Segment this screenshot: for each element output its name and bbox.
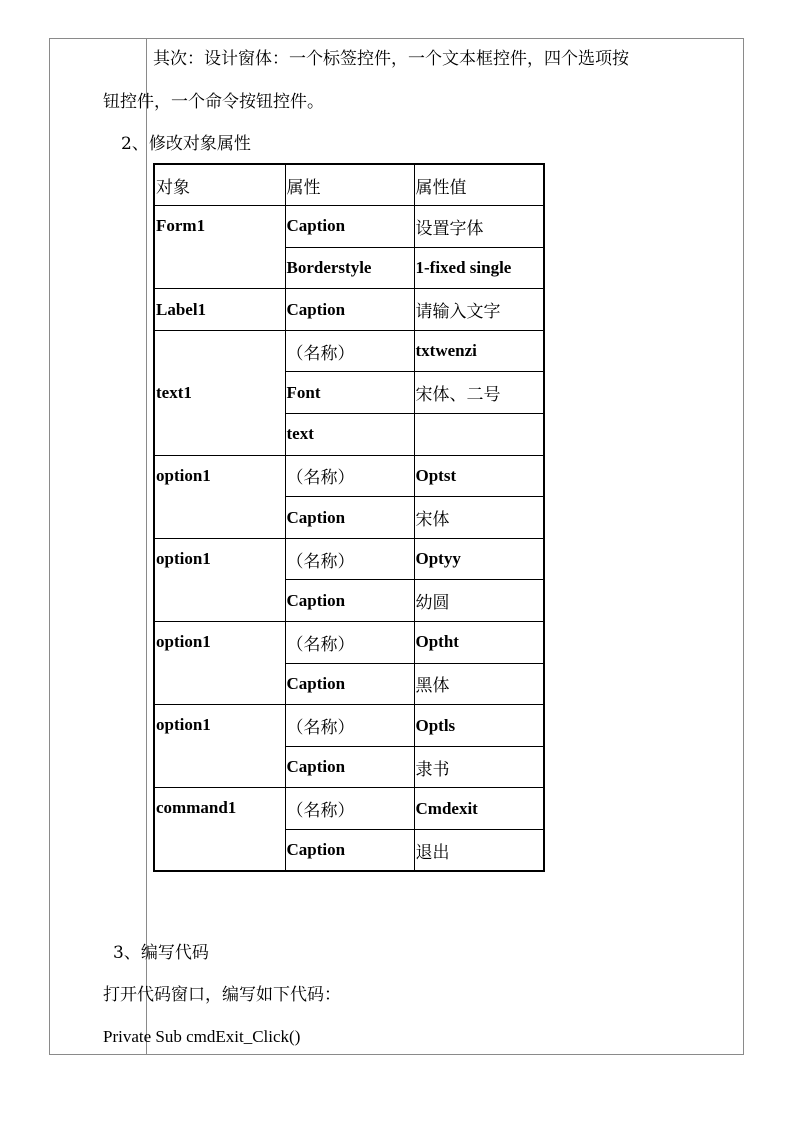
property-cell: （名称） [285,455,414,497]
property-cell: text [285,414,414,456]
table-header-cell: 对象 [154,164,285,206]
object-cell: option1 [154,705,285,788]
value-cell: Optst [414,455,544,497]
paragraph-design-form: 其次：设计窗体：一个标签控件，一个文本框控件，四个选项按 [153,49,629,69]
table-header-cell: 属性 [285,164,414,206]
table-row [154,788,544,830]
table-header-row [154,164,544,206]
property-cell: Borderstyle [285,247,414,289]
value-cell: Optht [414,622,544,664]
value-cell: 隶书 [414,746,544,788]
value-cell: Optls [414,705,544,747]
property-cell: Caption [285,497,414,539]
table-row [154,705,544,747]
property-cell: Caption [285,289,414,331]
column-divider [146,39,147,1054]
table-row [154,538,544,580]
property-cell: （名称） [285,705,414,747]
object-cell: option1 [154,538,285,621]
property-cell: （名称） [285,788,414,830]
value-cell: txtwenzi [414,330,544,372]
property-cell: （名称） [285,622,414,664]
property-cell: Caption [285,746,414,788]
object-cell: text1 [154,330,285,455]
code-line: Private Sub cmdExit_Click() [103,1027,301,1046]
table-row [154,289,544,331]
value-cell: 宋体 [414,497,544,539]
property-cell: （名称） [285,330,414,372]
value-cell: Optyy [414,538,544,580]
value-cell: 请输入文字 [414,289,544,331]
value-cell: 幼圆 [414,580,544,622]
table-row [154,455,544,497]
table-row [154,330,544,372]
value-cell [414,414,544,456]
property-cell: Caption [285,206,414,248]
property-cell: Caption [285,830,414,872]
value-cell: 黑体 [414,663,544,705]
value-cell: 1-fixed single [414,247,544,289]
properties-table-body [154,164,544,871]
property-cell: Caption [285,663,414,705]
heading-write-code: 3、编写代码 [113,943,209,963]
value-cell: Cmdexit [414,788,544,830]
heading-modify-properties: 2、修改对象属性 [121,134,251,154]
table-row [154,206,544,248]
object-cell: option1 [154,622,285,705]
object-cell: command1 [154,788,285,871]
table-row [154,622,544,664]
value-cell: 设置字体 [414,206,544,248]
object-cell: Form1 [154,206,285,289]
value-cell: 退出 [414,830,544,872]
properties-table [153,163,545,872]
value-cell: 宋体、二号 [414,372,544,414]
object-cell: Label1 [154,289,285,331]
property-cell: Caption [285,580,414,622]
property-cell: （名称） [285,538,414,580]
object-cell: option1 [154,455,285,538]
property-cell: Font [285,372,414,414]
paragraph-open-code-window: 打开代码窗口，编写如下代码： [103,985,341,1005]
paragraph-design-form-cont: 钮控件，一个命令按钮控件。 [103,92,324,112]
table-header-cell: 属性值 [414,164,544,206]
